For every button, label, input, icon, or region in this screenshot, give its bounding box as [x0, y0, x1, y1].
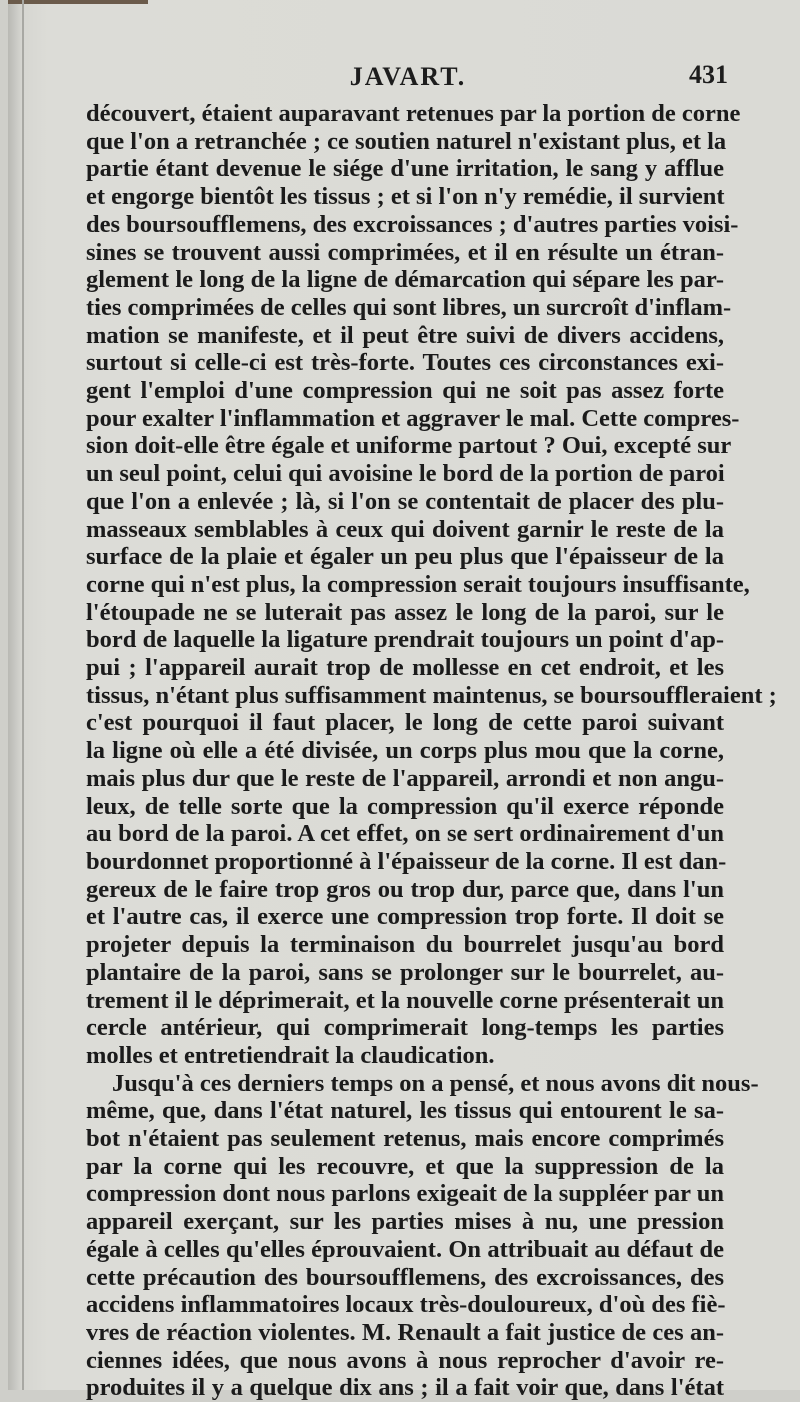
text-line: bord de laquelle la ligature prendrait toujours un point d'ap-: [86, 626, 724, 654]
text-line: égale à celles qu'elles éprouvaient. On attribuait au défaut de: [86, 1235, 724, 1263]
text-line: compression dont nous parlons exigeait de la suppléer par un: [86, 1180, 724, 1208]
text-line: même, que, dans l'état naturel, les tissus qui entourent le sa-: [86, 1097, 724, 1125]
text-line: appareil exerçant, sur les parties mises à nu, une pression: [86, 1208, 724, 1236]
text-line: un seul point, celui qui avoisine le bord de la portion de paroi: [86, 460, 725, 488]
text-line: vres de réaction violentes. M. Renault a fait justice de ces an-: [86, 1318, 724, 1346]
text-line: que l'on a retranchée ; ce soutien naturel n'existant plus, et la: [86, 127, 727, 155]
text-line: gereux de le faire trop gros ou trop dur, parce que, dans l'un: [86, 875, 724, 903]
paragraph-end-line: molles et entretiendrait la claudication.: [86, 1041, 495, 1069]
page-gutter: [22, 0, 24, 1390]
text-line: plantaire de la paroi, sans se prolonger sur le bourrelet, au-: [86, 958, 724, 986]
text-line: projeter depuis la terminaison du bourrelet jusqu'au bord: [86, 931, 724, 959]
text-line: bot n'étaient pas seulement retenus, mais encore comprimés: [86, 1125, 724, 1153]
book-page: [8, 0, 800, 1402]
text-line: que l'on a enlevée ; là, si l'on se contentait de placer des plu-: [86, 487, 724, 515]
text-line: surtout si celle-ci est très-forte. Toutes ces circonstances exi-: [86, 349, 724, 377]
text-line: et engorge bientôt les tissus ; et si l'on n'y remédie, il survient: [86, 183, 725, 211]
text-line: leux, de telle sorte que la compression qu'il exerce réponde: [86, 792, 724, 820]
page-header: [88, 58, 728, 98]
text-line: cette précaution des boursoufflemens, des excroissances, des: [86, 1263, 724, 1291]
text-line: gent l'emploi d'une compression qui ne soit pas assez forte: [86, 377, 724, 405]
text-line: au bord de la paroi. A cet effet, on se sert ordinairement d'un: [86, 820, 724, 848]
text-line: corne qui n'est plus, la compression serait toujours insuffisante,: [86, 570, 750, 598]
text-line: mation se manifeste, et il peut être suivi de divers accidens,: [86, 321, 724, 349]
text-line: accidens inflammatoires locaux très-douloureux, d'où des fiè-: [86, 1291, 726, 1319]
paragraph-start-line: Jusqu'à ces derniers temps on a pensé, et nous avons dit nous-: [112, 1069, 759, 1097]
text-line: sines se trouvent aussi comprimées, et il en résulte un étran-: [86, 238, 724, 266]
text-line: masseaux semblables à ceux qui doivent garnir le reste de la: [86, 515, 724, 543]
text-line: ciennes idées, que nous avons à nous reprocher d'avoir re-: [86, 1346, 724, 1374]
text-line: partie étant devenue le siége d'une irritation, le sang y afflue: [86, 155, 724, 183]
text-line: tissus, n'étant plus suffisamment maintenus, se boursouffleraient ;: [86, 681, 777, 709]
page-top-edge: [8, 0, 148, 4]
body-text: [86, 100, 777, 1402]
text-line: sion doit-elle être égale et uniforme partout ? Oui, excepté sur: [86, 432, 732, 460]
text-line: pour exalter l'inflammation et aggraver le mal. Cette compres-: [86, 404, 740, 432]
text-line: trement il le déprimerait, et la nouvelle corne présenterait un: [86, 986, 724, 1014]
running-head: JAVART.: [349, 62, 467, 91]
text-line: bourdonnet proportionné à l'épaisseur de la corne. Il est dan-: [86, 847, 727, 875]
text-line: c'est pourquoi il faut placer, le long de cette paroi suivant: [86, 709, 724, 737]
text-line: pui ; l'appareil aurait trop de mollesse en cet endroit, et les: [86, 654, 724, 682]
text-line: produites il y a quelque dix ans ; il a fait voir que, dans l'état: [86, 1374, 724, 1402]
text-line: des boursoufflemens, des excroissances ; d'autres parties voisi-: [86, 210, 739, 238]
text-line: la ligne où elle a été divisée, un corps plus mou que la corne,: [86, 737, 724, 765]
text-line: ties comprimées de celles qui sont libres, un surcroît d'inflam-: [86, 293, 732, 321]
text-line: cercle antérieur, qui comprimerait long-temps les parties: [86, 1014, 724, 1042]
text-line: et l'autre cas, il exerce une compression trop forte. Il doit se: [86, 903, 724, 931]
text-line: surface de la plaie et égaler un peu plus que l'épaisseur de la: [86, 543, 724, 571]
text-line: glement le long de la ligne de démarcation qui sépare les par-: [86, 266, 724, 294]
text-line: par la corne qui les recouvre, et que la suppression de la: [86, 1152, 724, 1180]
text-line: découvert, étaient auparavant retenues par la portion de corne: [86, 100, 741, 127]
page-number: 431: [689, 60, 728, 89]
text-line: l'étoupade ne se luterait pas assez le long de la paroi, sur le: [86, 598, 724, 626]
text-line: mais plus dur que le reste de l'appareil, arrondi et non angu-: [86, 764, 724, 792]
